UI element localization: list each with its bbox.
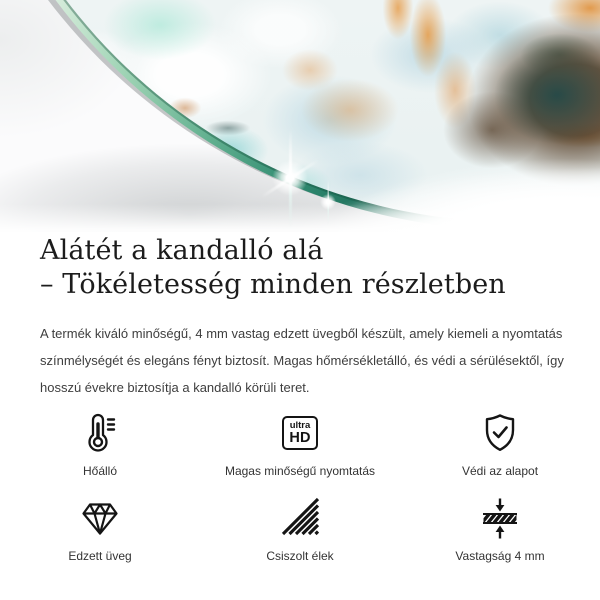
ultra-hd-badge-top-text: ultra (289, 419, 311, 431)
thickness-arrows-icon (478, 495, 522, 541)
page-title (40, 234, 560, 302)
page-title-line2: – Tökéletesség minden részletben (40, 269, 506, 300)
feature-ultra-hd-print (200, 410, 400, 478)
shield-check-icon (478, 410, 522, 456)
description-line: hosszú évekre biztosítja a kandalló körüli teret. (40, 380, 310, 396)
feature-grid (0, 410, 600, 563)
diamond-icon (78, 495, 122, 541)
feature-tempered-glass (0, 495, 200, 563)
feature-label: Csiszolt élek (266, 549, 334, 564)
feature-label: Védi az alapot (461, 464, 539, 479)
ultra-hd-badge-icon (282, 410, 318, 456)
feature-protects-base (400, 410, 600, 478)
feature-label: Vastagság 4 mm (455, 549, 545, 564)
thermometer-icon (78, 410, 122, 456)
feature-heat-resistant (0, 410, 200, 478)
feature-label: Magas minőségű nyomtatás (224, 464, 376, 479)
feature-thickness-4mm (400, 495, 600, 563)
page-title-line1: Alátét a kandalló alá (40, 235, 324, 266)
polished-edge-icon (278, 495, 322, 541)
feature-polished-edges (200, 495, 400, 563)
product-hero-image (0, 0, 600, 232)
feature-label: Hőálló (82, 464, 118, 479)
description-line: színmélységét és elegáns fényt biztosít. Magas hőmérsékletálló, és védi a sérülésektől, így (40, 353, 564, 369)
feature-label: Edzett üveg (68, 549, 132, 564)
description-line: A termék kiváló minőségű, 4 mm vastag edzett üvegből készült, amely kiemeli a nyomtatás (40, 326, 563, 342)
product-description (40, 320, 564, 401)
ultra-hd-badge-bottom-text: HD (289, 430, 311, 447)
